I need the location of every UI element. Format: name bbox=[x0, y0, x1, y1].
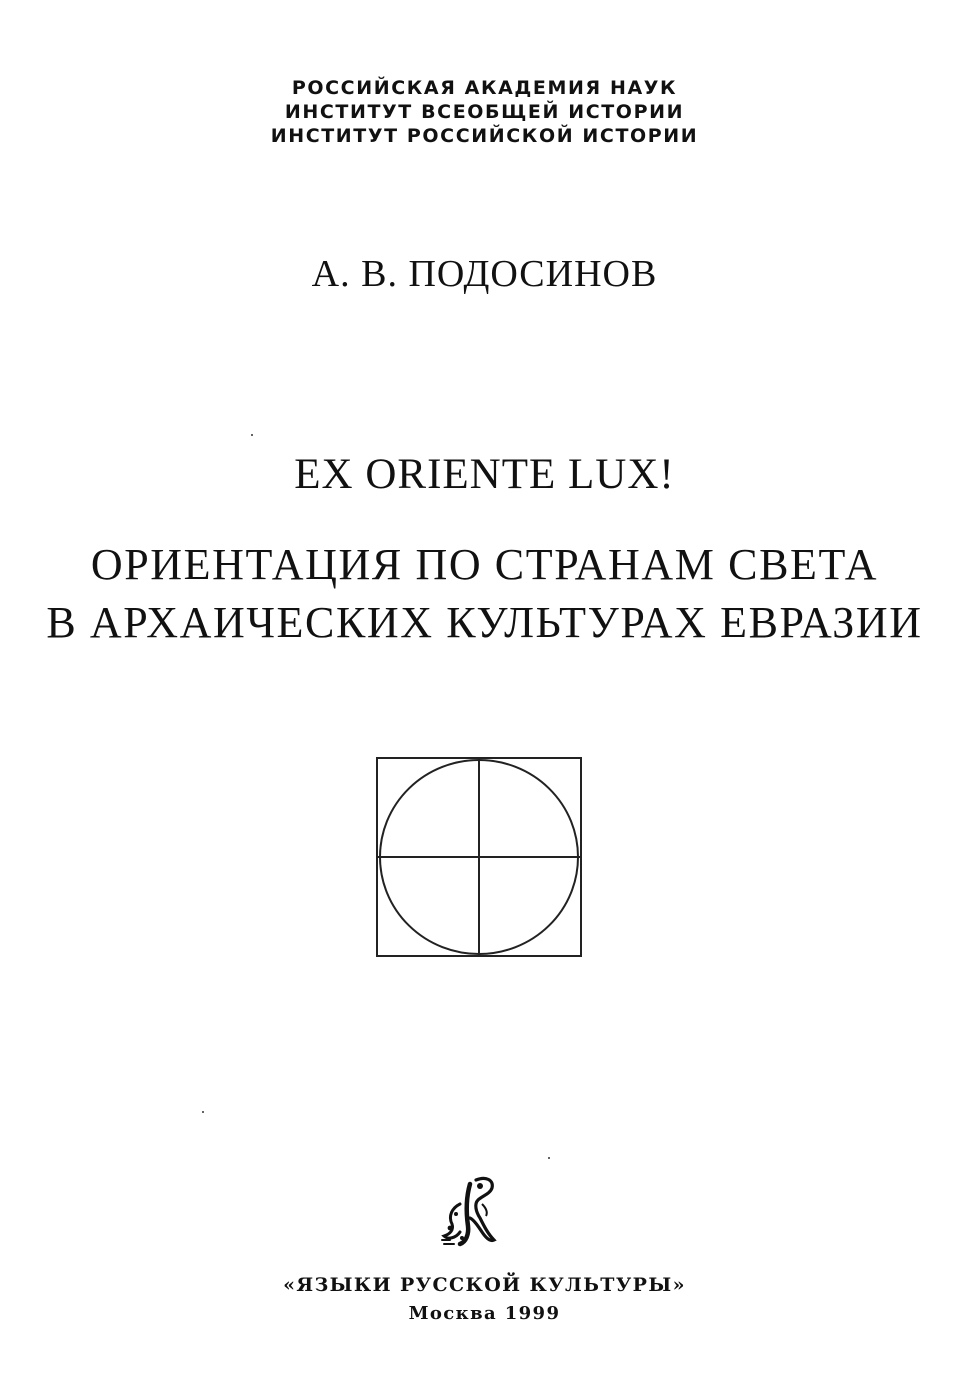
subtitle-line: В АРХАИЧЕСКИХ КУЛЬТУРАХ ЕВРАЗИИ bbox=[46, 598, 923, 647]
publisher-name: «ЯЗЫКИ РУССКОЙ КУЛЬТУРЫ» bbox=[283, 1274, 686, 1296]
publication-city-year: Москва 1999 bbox=[408, 1303, 561, 1324]
institution-line: ИНСТИТУТ ВСЕОБЩЕЙ ИСТОРИИ bbox=[284, 101, 685, 123]
latin-title: EX ORIENTE LUX! bbox=[294, 451, 675, 498]
author-name: А. В. ПОДОСИНОВ bbox=[311, 253, 658, 295]
print-speck bbox=[251, 434, 253, 436]
book-subtitle bbox=[0, 536, 969, 652]
institution-line: ИНСТИТУТ РОССИЙСКОЙ ИСТОРИИ bbox=[270, 125, 699, 147]
institution-line: РОССИЙСКАЯ АКАДЕМИЯ НАУК bbox=[291, 77, 678, 99]
quartered-circle-in-square-icon bbox=[376, 757, 582, 957]
print-speck bbox=[548, 1157, 550, 1159]
publisher-monogram-icon bbox=[436, 1174, 500, 1248]
subtitle-line: ОРИЕНТАЦИЯ ПО СТРАНАМ СВЕТА bbox=[90, 540, 879, 589]
print-speck bbox=[202, 1111, 204, 1113]
institutions-header bbox=[0, 76, 969, 148]
